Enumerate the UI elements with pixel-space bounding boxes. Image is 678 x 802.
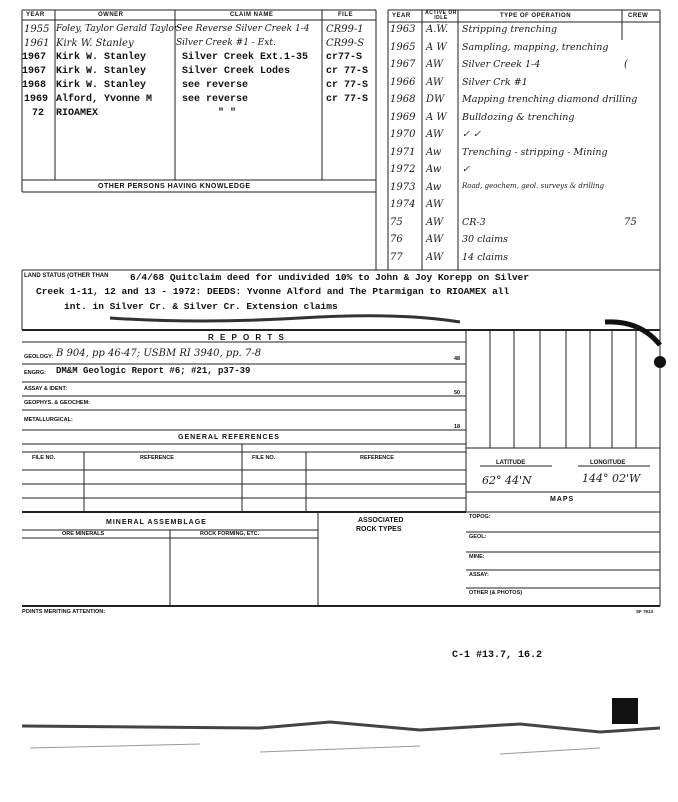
- table-row: [388, 59, 660, 77]
- ops-year: 1969: [390, 111, 416, 123]
- ops-crew: 75: [624, 216, 637, 228]
- owners-claim-header: CLAIM NAME: [230, 12, 274, 18]
- general-references-title: GENERAL REFERENCES: [178, 434, 280, 441]
- ref-file-no-1: FILE NO.: [32, 455, 56, 461]
- report-number-50: 50: [454, 390, 461, 396]
- table-row: 1961 Kirk W. Stanley Silver Creek #1 - Ext. CR99-S: [24, 38, 365, 49]
- latitude-label: LATITUDE: [496, 460, 526, 466]
- ops-year: 77: [390, 251, 403, 263]
- ops-status: A W: [426, 111, 447, 123]
- ops-year: 76: [390, 234, 403, 245]
- table-row: 72 RIOAMEX " ": [32, 108, 237, 119]
- other-persons-label: OTHER PERSONS HAVING KNOWLEDGE: [98, 183, 251, 190]
- table-row: [388, 42, 660, 60]
- ref-reference-1: REFERENCE: [140, 455, 174, 461]
- table-row: [388, 252, 660, 270]
- associated-label: ASSOCIATED: [358, 517, 404, 524]
- report-number-18: 18: [454, 424, 461, 430]
- owners-year-header: YEAR: [26, 12, 45, 18]
- form-number: SF 7913: [636, 609, 654, 614]
- ops-type: Silver Creek 1-4: [462, 59, 541, 70]
- ops-status: AW: [426, 251, 444, 263]
- ops-status: AW: [426, 216, 444, 228]
- maps-geol: GEOL:: [469, 534, 487, 540]
- ops-rows: [388, 24, 660, 269]
- ops-year: 1965: [390, 41, 416, 53]
- table-row: [388, 234, 660, 252]
- ops-status: Aw: [426, 181, 442, 193]
- ops-type: 14 claims: [462, 251, 509, 263]
- ops-status: A W: [426, 41, 447, 53]
- table-row: 1967 Kirk W. Stanley Silver Creek Lodes cr 77-S: [22, 66, 369, 77]
- table-row: [388, 94, 660, 112]
- ops-status: DW: [426, 94, 445, 105]
- table-row: [388, 147, 660, 165]
- ops-year: 1970: [390, 129, 416, 140]
- footer-note: C-1 #13.7, 16.2: [452, 650, 543, 661]
- ops-year: 75: [390, 216, 403, 228]
- engrg-label: ENGRG:: [24, 370, 46, 376]
- ops-status: AW: [426, 199, 444, 210]
- longitude-label: LONGITUDE: [590, 460, 626, 466]
- ops-status: Aw: [426, 164, 442, 175]
- ops-type: Mapping trenching diamond drilling: [462, 94, 638, 105]
- geophys-label: GEOPHYS. & GEOCHEM:: [24, 400, 91, 406]
- table-row: [388, 24, 660, 42]
- ops-status: Aw: [426, 146, 442, 158]
- table-row: 1968 Kirk W. Stanley see reverse cr 77-S: [22, 80, 369, 91]
- ops-type: Road, geochem, geol. surveys & drilling: [462, 181, 605, 190]
- owners-owner-header: OWNER: [98, 12, 124, 18]
- ops-type: Silver Crk #1: [462, 76, 528, 88]
- engrg-value: DM&M Geologic Report #6; #21, p37-39: [56, 366, 251, 376]
- ops-status: AW: [426, 234, 444, 245]
- ops-status: AW: [426, 59, 444, 70]
- ops-year: 1963: [390, 24, 416, 35]
- land-status-line3: int. in Silver Cr. & Silver Cr. Extension claims: [64, 301, 338, 312]
- ore-minerals-header: ORE MINERALS: [62, 531, 105, 537]
- maps-topog: TOPOG:: [469, 514, 491, 520]
- latitude-value: 62° 44'N: [482, 474, 532, 487]
- ops-year: 1972: [390, 164, 416, 175]
- ops-crew: (: [624, 59, 628, 70]
- owners-file-header: FILE: [338, 12, 353, 18]
- maps-assay: ASSAY:: [469, 572, 489, 578]
- ops-year: 1966: [390, 76, 416, 88]
- table-row: [388, 164, 660, 182]
- metallurgical-label: METALLURGICAL:: [24, 417, 73, 423]
- ref-reference-2: REFERENCE: [360, 455, 394, 461]
- ops-status: AW: [426, 129, 444, 140]
- table-row: [388, 217, 660, 235]
- ops-type: CR-3: [462, 216, 486, 228]
- maps-mine: MINE:: [469, 554, 485, 560]
- longitude-value: 144° 02'W: [582, 472, 641, 485]
- ops-crew-header: CREW: [628, 13, 649, 19]
- ops-type: Stripping trenching: [462, 24, 558, 35]
- maps-other: OTHER (& PHOTOS): [469, 590, 523, 596]
- table-row: 1967 Kirk W. Stanley Silver Creek Ext.1-35 cr77-S: [22, 52, 363, 63]
- maps-title: MAPS: [550, 496, 575, 503]
- table-row: [388, 129, 660, 147]
- table-row: [388, 77, 660, 95]
- geology-label: GEOLOGY:: [24, 354, 54, 360]
- report-number-48: 48: [454, 356, 461, 362]
- ops-type: Sampling, mapping, trenching: [462, 41, 609, 53]
- rock-forming-header: ROCK FORMING, ETC.: [200, 531, 260, 537]
- ops-active-header: ACTIVE OR IDLE: [425, 10, 457, 21]
- ops-type: ✓ ✓: [462, 129, 481, 140]
- assay-label: ASSAY & IDENT:: [24, 386, 68, 392]
- ops-type: 30 claims: [462, 234, 509, 245]
- ops-type: Trenching - stripping - Mining: [462, 146, 608, 158]
- table-row: [388, 199, 660, 217]
- rock-types-label: ROCK TYPES: [356, 526, 402, 533]
- ops-status: AW: [426, 76, 444, 88]
- ops-type: ✓: [462, 164, 470, 175]
- owners-rows: [22, 24, 376, 122]
- ops-year: 1974: [390, 199, 416, 210]
- ops-type: Bulldozing & trenching: [462, 111, 575, 123]
- ops-type-header: TYPE OF OPERATION: [500, 13, 572, 19]
- ops-year: 1968: [390, 94, 416, 105]
- table-row: [388, 112, 660, 130]
- ops-year: 1971: [390, 146, 416, 158]
- ops-year-header: YEAR: [392, 13, 411, 19]
- mineral-assemblage-title: MINERAL ASSEMBLAGE: [106, 519, 207, 526]
- geology-value: B 904, pp 46-47; USBM RI 3940, pp. 7-8: [56, 348, 262, 359]
- points-meriting-attention-label: POINTS MERITING ATTENTION:: [22, 609, 106, 615]
- ref-file-no-2: FILE NO.: [252, 455, 276, 461]
- ops-status: A.W.: [426, 24, 449, 35]
- land-status-line2: Creek 1-11, 12 and 13 - 1972: DEEDS: Yvonne Alford and The Ptarmigan to RIOAMEX all: [36, 286, 510, 297]
- ops-year: 1967: [390, 59, 416, 70]
- table-row: [388, 182, 660, 200]
- land-status-label: LAND STATUS (OTHER THAN: [24, 273, 109, 279]
- reports-title: R E P O R T S: [208, 333, 286, 342]
- land-status-line1: 6/4/68 Quitclaim deed for undivided 10% to John & Joy Korepp on Silver: [130, 272, 530, 283]
- table-row: 1969 Alford, Yvonne M see reverse cr 77-S: [24, 94, 369, 105]
- table-row: 1955 Foley, Taylor Gerald Taylor See Reverse Silver Creek 1-4 CR99-1: [24, 24, 364, 35]
- ops-year: 1973: [390, 181, 416, 193]
